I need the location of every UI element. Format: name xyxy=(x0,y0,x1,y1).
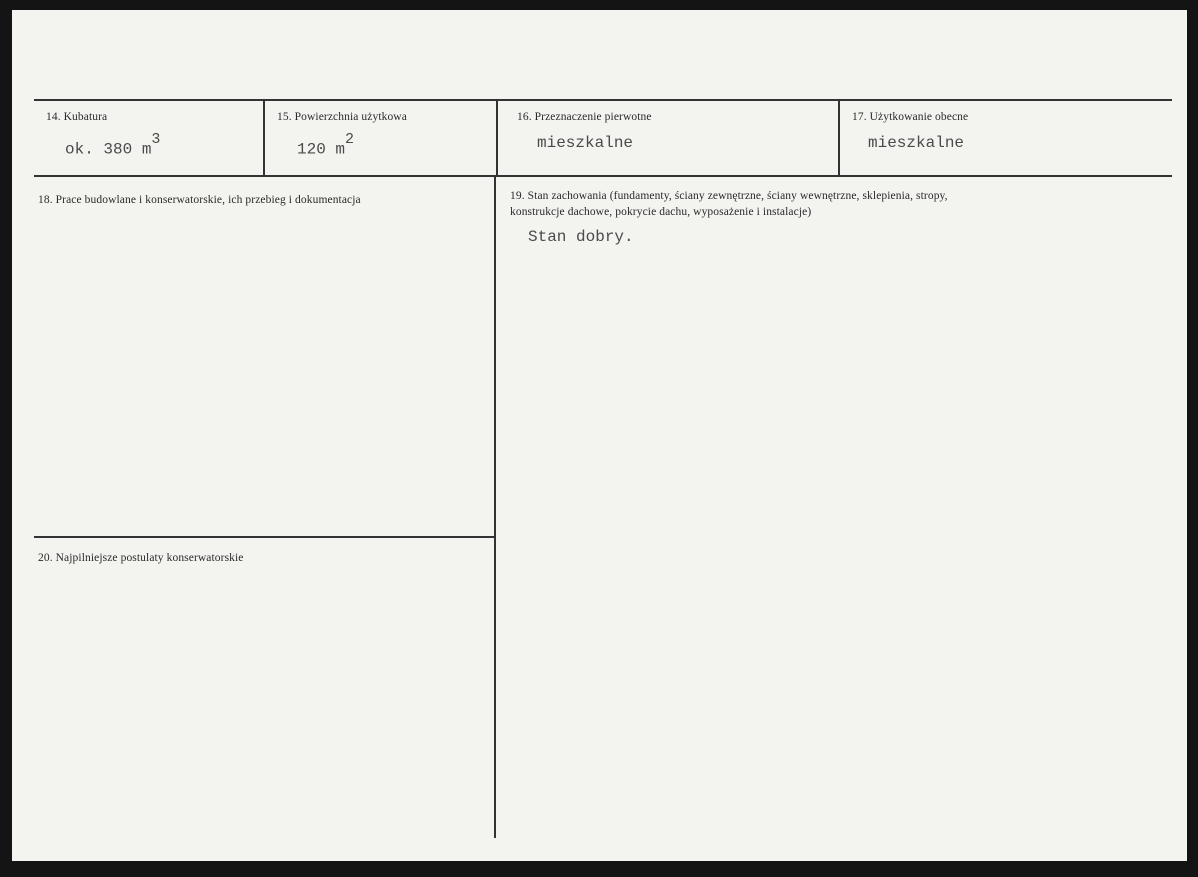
divider-14-15 xyxy=(263,101,265,175)
field-17-value: mieszkalne xyxy=(868,134,965,152)
field-19-label-line1: 19. Stan zachowania (fundamenty, ściany zewnętrzne, ściany wewnętrzne, sklepienia, stropy, xyxy=(510,190,948,202)
mid-left-rule xyxy=(34,536,494,538)
divider-main xyxy=(494,177,496,838)
divider-15-16 xyxy=(496,101,498,175)
field-19-label-line2: konstrukcje dachowe, pokrycie dachu, wyposażenie i instalacje) xyxy=(510,206,812,218)
field-14-value xyxy=(65,131,161,159)
field-14-superscript: 3 xyxy=(151,131,161,148)
field-15-superscript: 2 xyxy=(345,131,355,148)
field-15-value xyxy=(297,131,355,159)
field-17-label: 17. Użytkowanie obecne xyxy=(852,111,969,123)
field-15-text: 120 m xyxy=(297,140,346,159)
divider-16-17 xyxy=(838,101,840,175)
row-rule xyxy=(34,175,1172,177)
record-card xyxy=(12,10,1187,861)
field-14-text: ok. 380 m xyxy=(65,140,152,159)
field-20-label: 20. Najpilniejsze postulaty konserwatorskie xyxy=(38,552,244,564)
field-16-value: mieszkalne xyxy=(537,134,634,152)
field-19-label xyxy=(510,188,1070,220)
field-14-label: 14. Kubatura xyxy=(46,111,108,123)
field-16-label: 16. Przeznaczenie pierwotne xyxy=(517,111,652,123)
field-18-label: 18. Prace budowlane i konserwatorskie, ich przebieg i dokumentacja xyxy=(38,194,361,206)
field-15-label: 15. Powierzchnia użytkowa xyxy=(277,111,407,123)
field-19-value: Stan dobry. xyxy=(528,228,634,246)
top-rule xyxy=(34,99,1172,101)
